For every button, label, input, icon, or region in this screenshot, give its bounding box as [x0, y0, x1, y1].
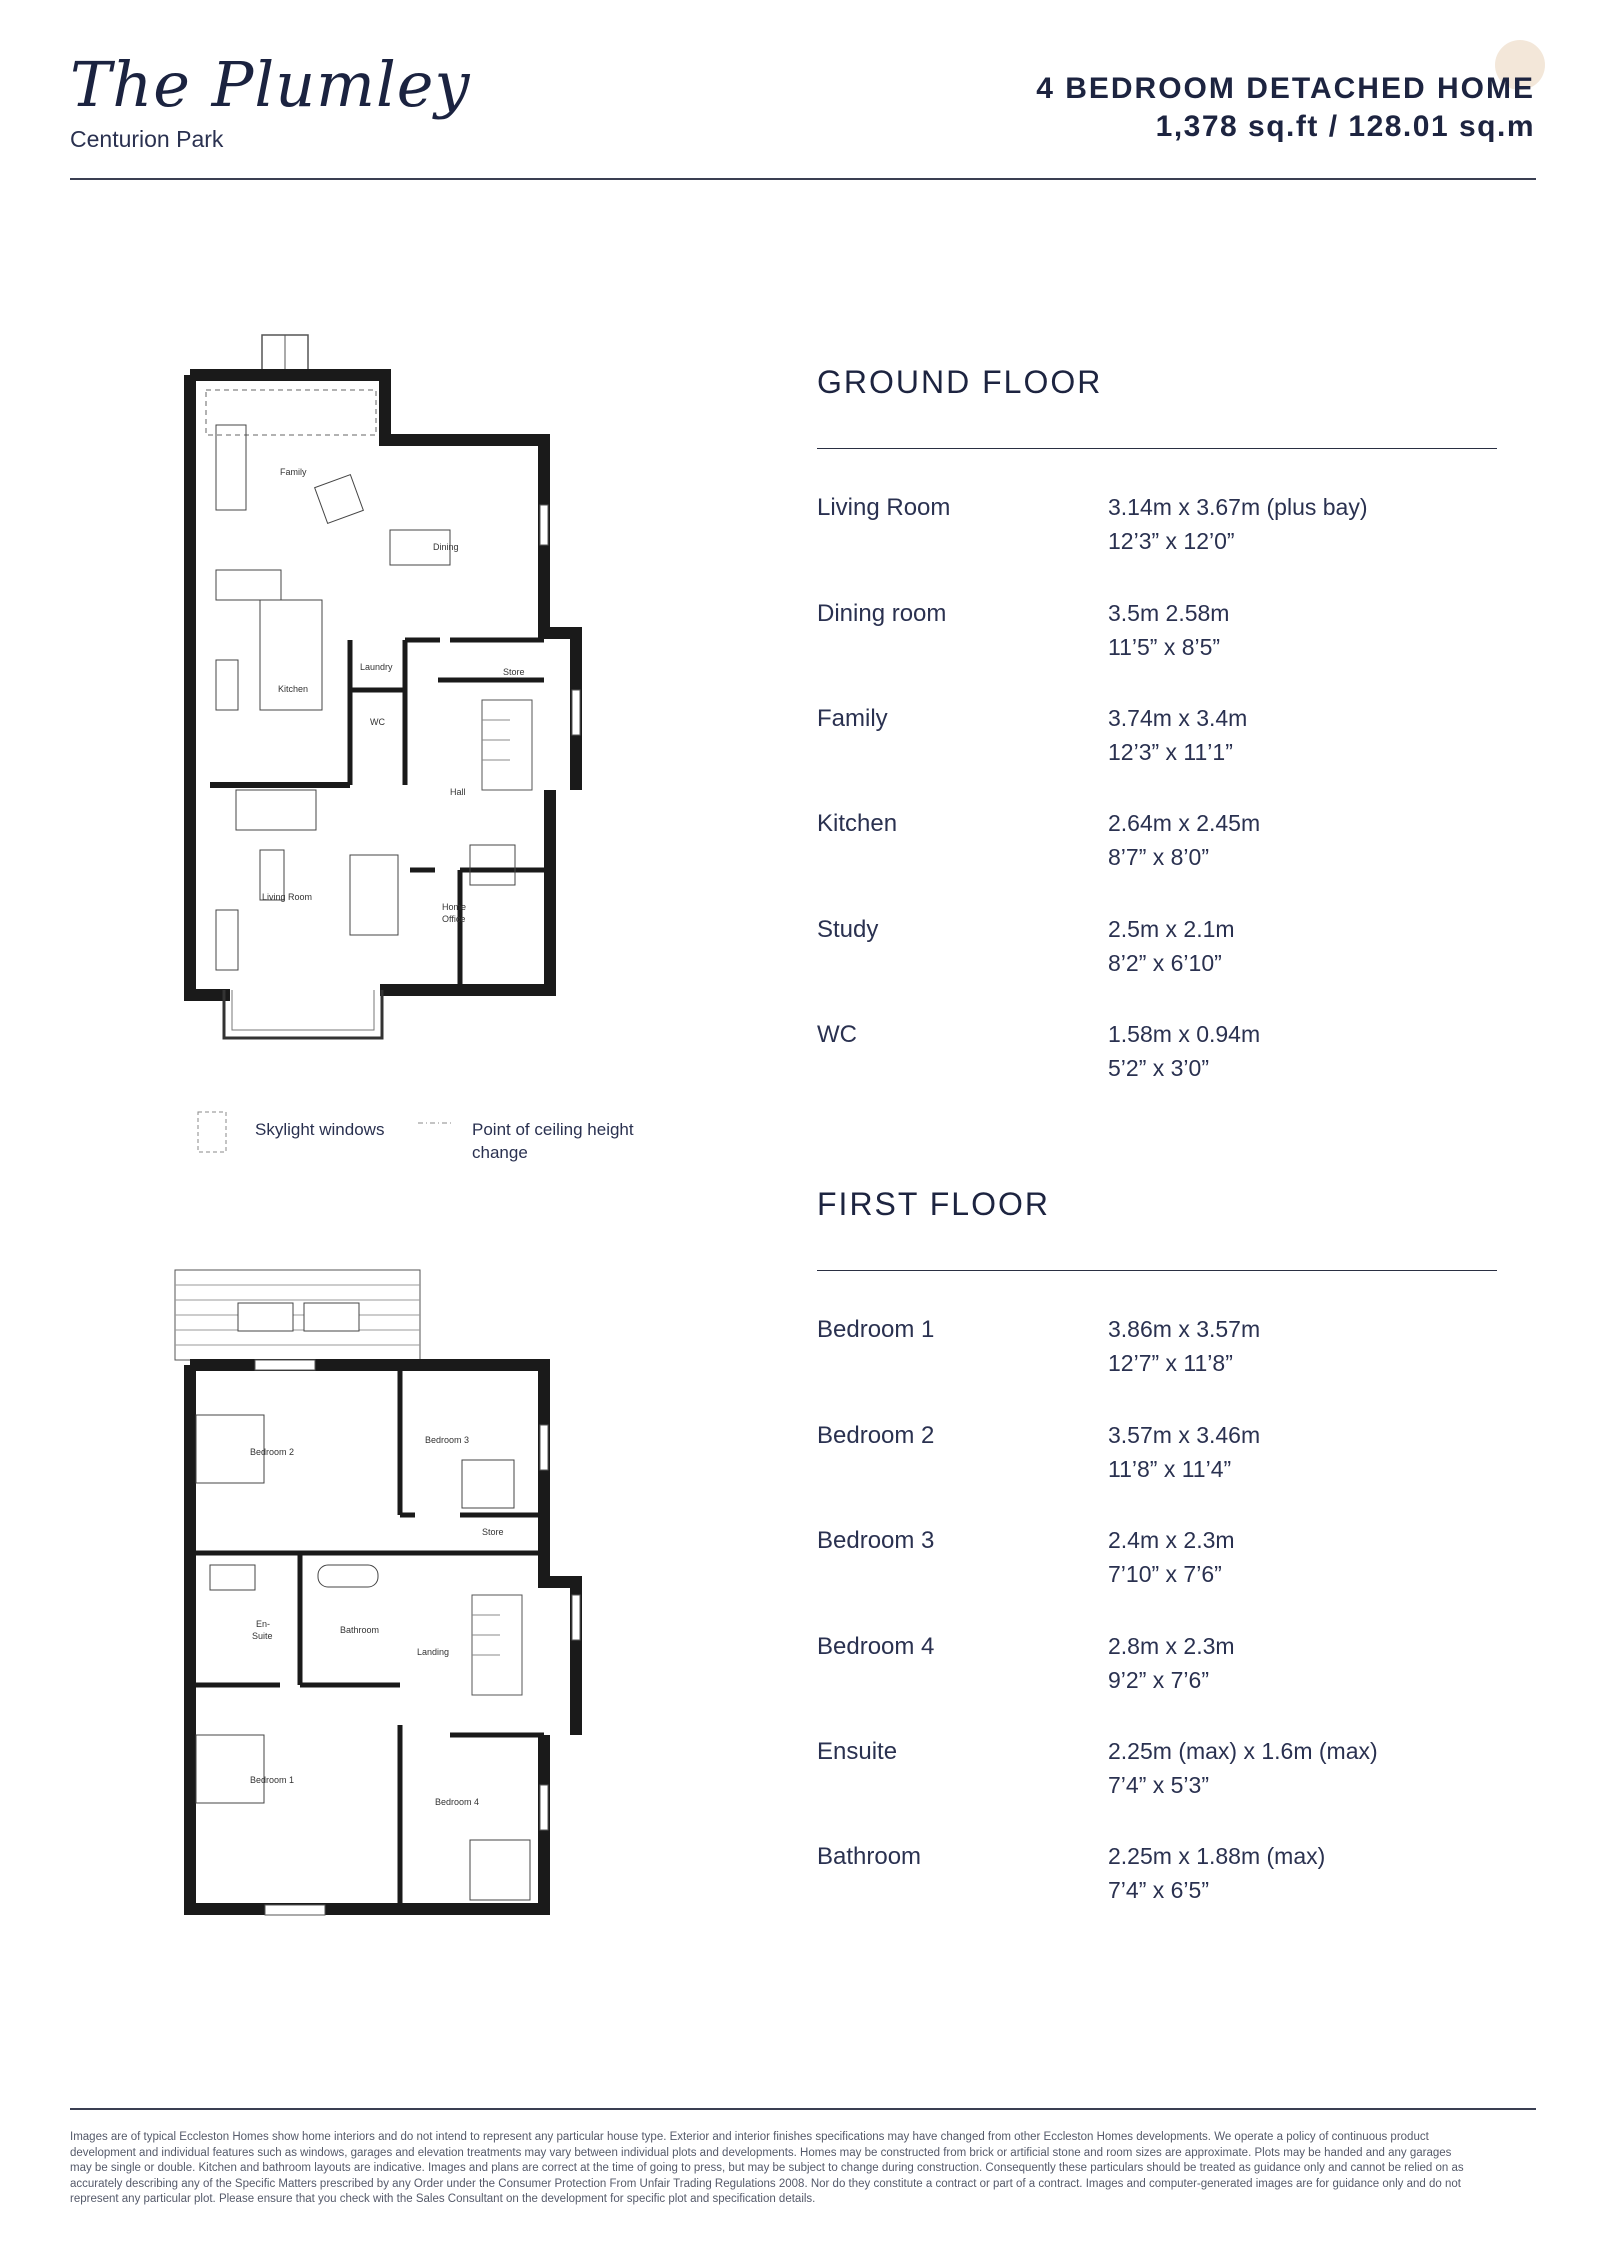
room-name: Bedroom 3	[817, 1527, 935, 1554]
plan-label-bedroom-2: Bedroom 2	[250, 1447, 295, 1457]
room-dimensions: 3.86m x 3.57m 12’7” x 11’8”	[1108, 1316, 1261, 1376]
plan-label-bedroom-4: Bedroom 4	[435, 1797, 480, 1807]
plan-label-family: Family	[280, 467, 307, 477]
room-dimensions: 3.14m x 3.67m (plus bay) 12’3” x 12’0”	[1108, 494, 1368, 554]
room-dimensions: 1.58m x 0.94m 5’2” x 3’0”	[1108, 1021, 1261, 1081]
plan-label-bathroom: Bathroom	[340, 1625, 380, 1635]
development-subtitle: Centurion Park	[70, 126, 224, 152]
plan-label-wc: WC	[370, 717, 385, 727]
room-name: Bedroom 1	[817, 1316, 935, 1343]
room-name: Study	[817, 916, 879, 943]
plan-label-store: Store	[482, 1527, 504, 1537]
ground-floor-plan	[180, 330, 600, 1050]
room-name: Ensuite	[817, 1738, 898, 1765]
plan-label-hall: Hall	[450, 787, 466, 797]
room-name: Bathroom	[817, 1843, 922, 1870]
room-dimensions: 2.25m (max) x 1.6m (max) 7’4” x 5’3”	[1108, 1738, 1378, 1798]
skylight-legend-icon	[196, 1110, 230, 1156]
plan-label-living: Living Room	[262, 892, 313, 902]
plan-label-office-1: Home	[442, 902, 467, 912]
room-dimensions: 3.74m x 3.4m 12’3” x 11’1”	[1108, 705, 1248, 765]
plan-label-laundry: Laundry	[360, 662, 393, 672]
room-name: Living Room	[817, 494, 951, 521]
room-dimensions: 2.5m x 2.1m 8’2” x 6’10”	[1108, 916, 1235, 976]
plan-label-office-2: Office	[442, 914, 466, 924]
first-floor-rule	[817, 1270, 1497, 1271]
plan-label-ensuite-2: Suite	[252, 1631, 273, 1641]
room-name: Dining room	[817, 600, 947, 627]
room-dimensions: 3.5m 2.58m 11’5” x 8’5”	[1108, 600, 1230, 660]
room-dimensions: 3.57m x 3.46m 11’8” x 11’4”	[1108, 1422, 1261, 1482]
plan-label-kitchen: Kitchen	[278, 684, 309, 694]
footer-disclaimer: Images are of typical Eccleston Homes show home interiors and do not intend to represent any particular house type. Exterior and interior finishes specifications may have changed from other Eccleston Homes developments. We operate a policy of continuous product development and individual features such as windows, garages and elevation treatments may vary between individual plots and developments. Homes may be constructed from brick or artificial stone and room sizes are approximate. Plots may be handed and any garages may be single or double. Kitchen and bathroom layouts are indicative. Images and plans are correct at the time of going to press, but may be subject to change during construction. Consequently these particulars should be treated as guidance only and cannot be relied on as accurately describing any of the Specific Matters prescribed by any Order under the Consumer Protection From Unfair Trading Regulations 2008. Nor do they constitute a contract or part of a contract. Images and computer-generated images are for guidance only and do not represent any particular plot. Please ensure that you check with the Sales Consultant on the development for specific plot and specification details.	[70, 2131, 1464, 2205]
room-name: Kitchen	[817, 810, 898, 837]
first-floor-plan	[170, 1265, 590, 1925]
plan-label-ensuite-1: En-	[256, 1619, 271, 1629]
room-dimensions: 2.4m x 2.3m 7’10” x 7’6”	[1108, 1527, 1235, 1587]
home-type: 4 BEDROOM DETACHED HOME	[1036, 72, 1535, 105]
plan-label-dining: Dining	[433, 542, 459, 552]
home-area: 1,378 sq.ft / 128.01 sq.m	[1155, 110, 1535, 143]
room-name: Bedroom 4	[817, 1633, 935, 1660]
room-name: WC	[817, 1021, 857, 1048]
plan-label-bedroom-3: Bedroom 3	[425, 1435, 470, 1445]
legend-skylight-label: Skylight windows	[255, 1120, 385, 1139]
room-name: Bedroom 2	[817, 1422, 935, 1449]
footer-rule	[70, 2108, 1536, 2110]
room-dimensions: 2.25m x 1.88m (max) 7’4” x 6’5”	[1108, 1843, 1326, 1903]
ground-floor-heading: GROUND FLOOR	[817, 364, 1103, 400]
plan-label-bedroom-1: Bedroom 1	[250, 1775, 295, 1785]
first-floor-heading: FIRST FLOOR	[817, 1186, 1050, 1222]
room-name: Family	[817, 705, 888, 732]
legend-ceiling-label: Point of ceiling height change	[472, 1120, 634, 1162]
ground-floor-rule	[817, 448, 1497, 449]
room-dimensions: 2.8m x 2.3m 9’2” x 7’6”	[1108, 1633, 1235, 1693]
room-dimensions: 2.64m x 2.45m 8’7” x 8’0”	[1108, 810, 1261, 870]
ceiling-change-legend-icon	[418, 1118, 454, 1128]
plan-label-store: Store	[503, 667, 525, 677]
header-rule	[70, 178, 1536, 180]
development-title: The Plumley	[70, 48, 471, 121]
plan-label-landing: Landing	[417, 1647, 450, 1657]
